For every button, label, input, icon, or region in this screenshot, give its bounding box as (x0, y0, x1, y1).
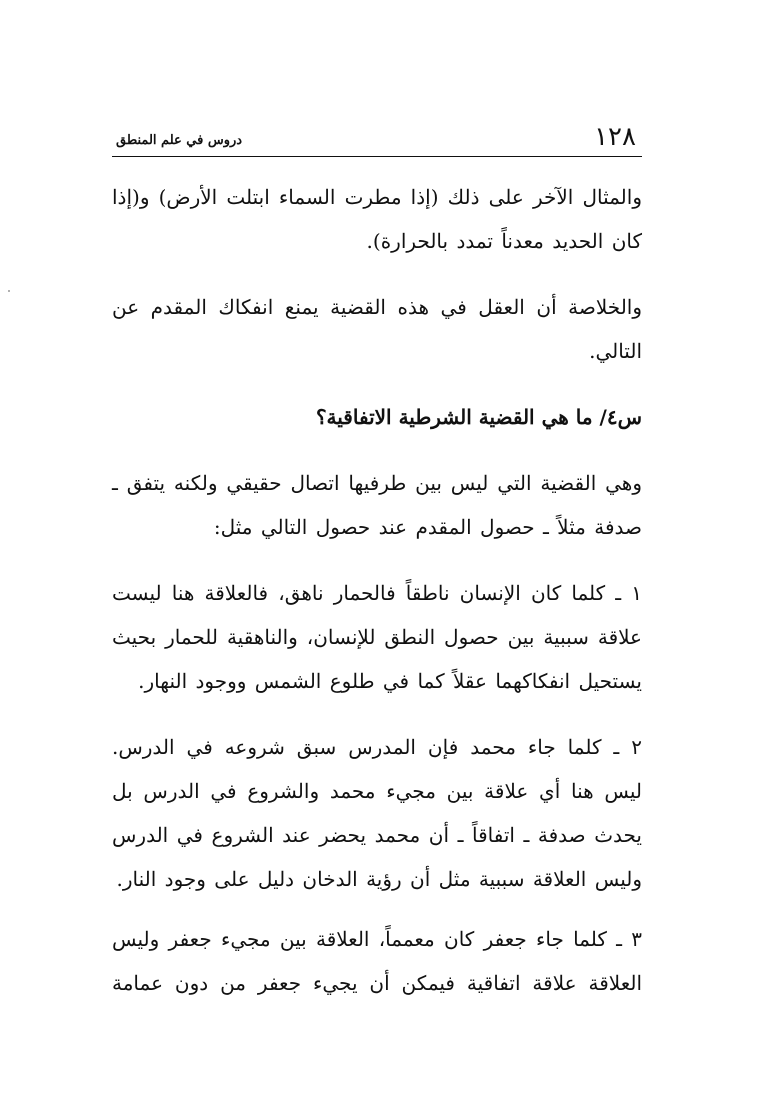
paragraph-item-2: ٢ ـ كلما جاء محمد فإن المدرس سبق شروعه في الدرس. ليس هنا أي علاقة بين مجيء محمد والشروع في الدرس بل يحدث صدفة ـ اتفاقاً ـ أن محمد يحضر عند الشروع في الدرس وليس العلاقة سببية مثل أن رؤية الدخان دليل على وجود النار. (112, 735, 642, 891)
page-number: ١٢٨ (594, 122, 636, 152)
page-header (112, 122, 642, 157)
page-body (112, 175, 642, 1005)
paragraph-item-3: ٣ ـ كلما جاء جعفر كان معمماً، العلاقة بين مجيء جعفر وليس العلاقة علاقة اتفاقية فيمكن أن يجيء جعفر من دون عمامة (112, 927, 642, 995)
scan-speck (8, 290, 10, 292)
paragraph-item-1: ١ ـ كلما كان الإنسان ناطقاً فالحمار ناهق، فالعلاقة هنا ليست علاقة سببية بين حصول النطق للإنسان، والناهقية للحمار بحيث يستحيل انفكاكهما عقلاً كما في طلوع الشمس ووجود النهار. (112, 581, 642, 693)
question-heading: س٤/ ما هي القضية الشرطية الاتفاقية؟ (315, 405, 642, 429)
paragraph-definition: وهي القضية التي ليس بين طرفيها اتصال حقيقي ولكنه يتفق ـ صدفة مثلاً ـ حصول المقدم عند حصول التالي مثل: (112, 471, 642, 539)
paragraph-summary: والخلاصة أن العقل في هذه القضية يمنع انفكاك المقدم عن التالي. (112, 295, 642, 363)
paragraph-example: والمثال الآخر على ذلك (إذا مطرت السماء ابتلت الأرض) و(إذا كان الحديد معدناً تمدد بالحرارة). (112, 185, 642, 253)
running-title: دروس في علم المنطق (116, 133, 243, 148)
